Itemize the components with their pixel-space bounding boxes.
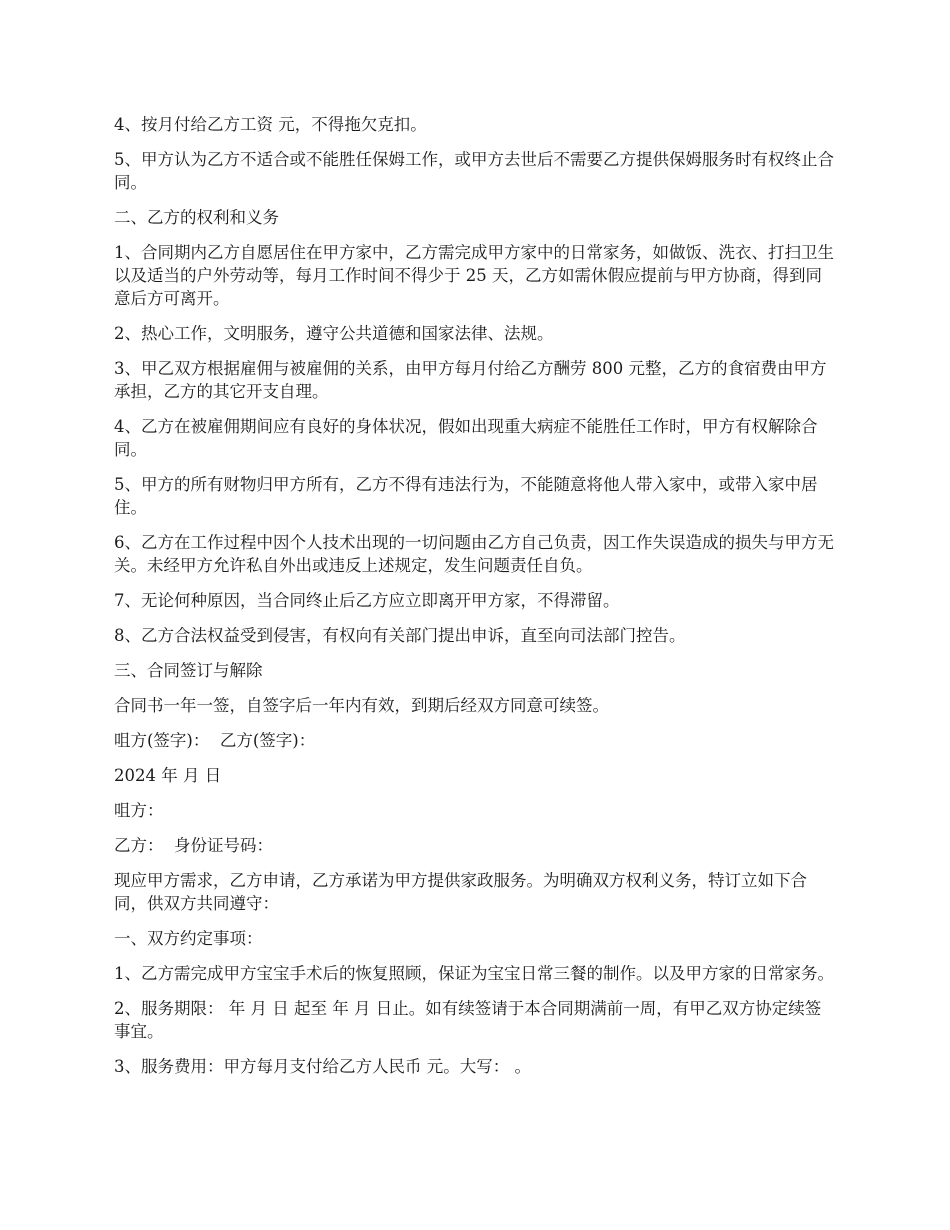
paragraph-health-condition: 4、乙方在被雇佣期间应有良好的身体状况，假如出现重大病症不能胜任工作时，甲方有权解除合同。 <box>114 417 818 459</box>
date-line: 2024 年 月 日 <box>114 766 222 785</box>
paragraph-service-fee: 3、服务费用：甲方每月支付给乙方人民币 元。大写： 。 <box>114 1057 531 1076</box>
paragraph-property: 5、甲方的所有财物归甲方所有，乙方不得有违法行为，不能随意将他人带入家中，或带入家中居住。 <box>114 475 818 517</box>
paragraph-household-duties: 1、合同期内乙方自愿居住在甲方家中，乙方需完成甲方家中的日常家务，如做饭、洗衣、打扫卫生以及适当的户外劳动等，每月工作时间不得少于 25 天，乙方如需休假应提前与甲方协商，得到同意后方可离开。 <box>114 243 834 308</box>
paragraph-termination-right: 5、甲方认为乙方不适合或不能胜任保姆工作，或甲方去世后不需要乙方提供保姆服务时有权终止合同。 <box>114 150 834 192</box>
paragraph-liability: 6、乙方在工作过程中因个人技术出现的一切问题由乙方自己负责，因工作失误造成的损失与甲方无关。未经甲方允许私自外出或违反上述规定，发生问题责任自负。 <box>114 533 834 575</box>
paragraph-contract-term: 合同书一年一签，自签字后一年内有效，到期后经双方同意可续签。 <box>114 696 609 715</box>
section-heading-signing: 三、合同签订与解除 <box>114 661 263 680</box>
paragraph-leave-after-termination: 7、无论何种原因，当合同终止后乙方应立即离开甲方家，不得滞留。 <box>114 591 620 610</box>
section-heading-agreed-items: 一、双方约定事项： <box>114 929 263 948</box>
paragraph-care-duties: 1、乙方需完成甲方宝宝手术后的恢复照顾，保证为宝宝日常三餐的制作。以及甲方家的日常家务。 <box>114 964 834 983</box>
paragraph-wage-payment: 4、按月付给乙方工资 元，不得拖欠克扣。 <box>114 115 427 134</box>
section-heading-party-b-rights: 二、乙方的权利和义务 <box>114 208 279 227</box>
signature-line: 咀方(签字)： 乙方(签字)： <box>114 731 316 750</box>
paragraph-remuneration: 3、甲乙双方根据雇佣与被雇佣的关系，由甲方每月付给乙方酬劳 800 元整，乙方的食宿费由甲方承担，乙方的其它开支自理。 <box>114 359 827 401</box>
party-b-id-line: 乙方： 身份证号码： <box>114 836 273 855</box>
paragraph-legal-rights: 8、乙方合法权益受到侵害，有权向有关部门提出申诉，直至向司法部门控告。 <box>114 626 686 645</box>
paragraph-civil-service: 2、热心工作，文明服务，遵守公共道德和国家法律、法规。 <box>114 324 554 343</box>
paragraph-service-period: 2、服务期限： 年 月 日 起至 年 月 日止。如有续签请于本合同期满前一周，有甲乙双方协定续签事宜。 <box>114 999 822 1041</box>
paragraph-preamble: 现应甲方需求，乙方申请，乙方承诺为甲方提供家政服务。为明确双方权利义务，特订立如下合同，供双方共同遵守： <box>114 871 807 913</box>
party-a-line: 咀方： <box>114 801 164 820</box>
